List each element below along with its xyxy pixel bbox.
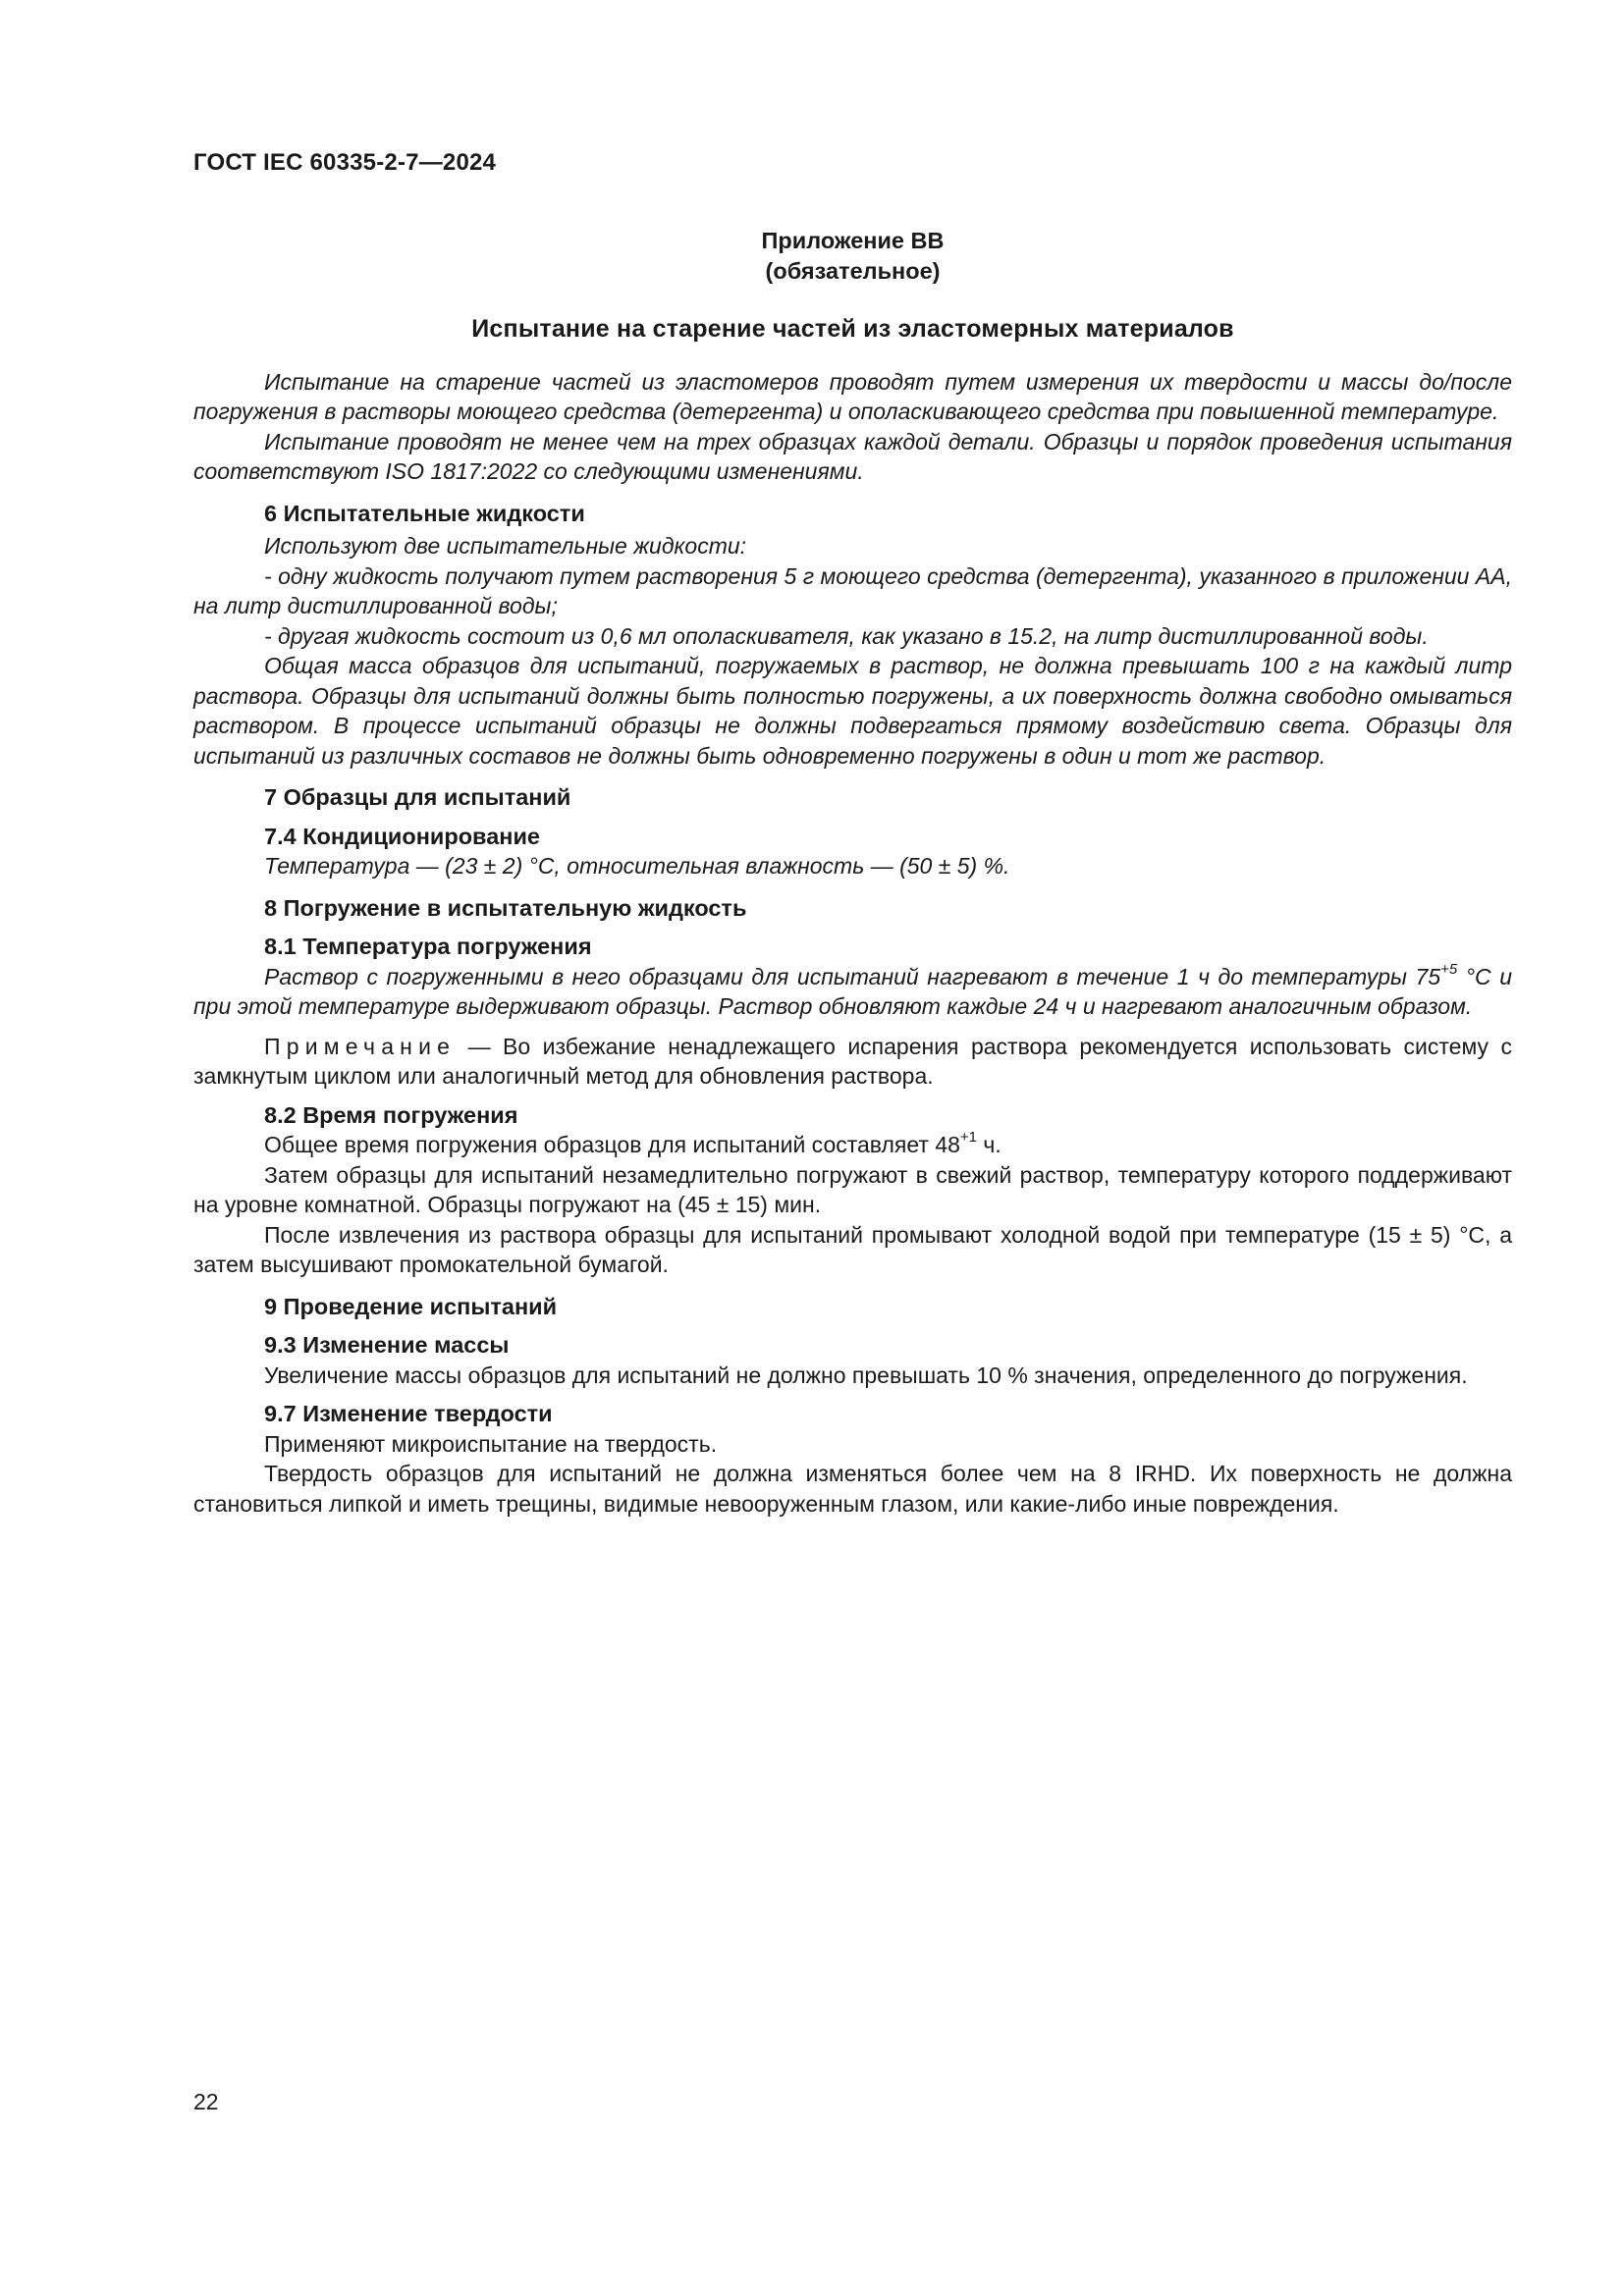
section-8-title: 8 Погружение в испытательную жидкость [264, 894, 747, 921]
subsection-9-7-paragraph-2: Твердость образцов для испытаний не должна изменяться более чем на 8 IRHD. Их поверхность не должна становиться липкой и иметь трещины, видимые невооруженным глазом, или какие-либо иные повреждения. [193, 1461, 1512, 1517]
subsection-9-7-title: 9.7 Изменение твердости [264, 1401, 553, 1426]
document-header: ГОСТ IEC 60335-2-7—2024 [193, 149, 497, 176]
subsection-8-1-text [193, 962, 1512, 1022]
page-content [193, 226, 1512, 1519]
subsection-8-1-title: 8.1 Температура погружения [264, 934, 592, 959]
annex-subtitle: (обязательное) [765, 258, 941, 284]
section-6-paragraph-2: - одну жидкость получают путем растворения 5 г моющего средства (детергента), указанного в приложении АА, на литр дистиллированной воды; [193, 562, 1512, 618]
annex-heading: Испытание на старение частей из эластомерных материалов [471, 315, 1234, 343]
subsection-8-2-paragraph-1 [193, 1130, 1512, 1160]
note-label: Примечание [264, 1033, 457, 1059]
section-6-paragraph-1: Используют две испытательные жидкости: [264, 533, 747, 559]
intro-paragraph-1: Испытание на старение частей из эластомеров проводят путем измерения их твердости и массы до/после погружения в растворы моющего средства (детергента) и ополаскивающего средства при повышенной температуре. [193, 368, 1512, 424]
subsection-7-4-title: 7.4 Кондиционирование [264, 823, 540, 849]
subsection-8-1-text-a: Раствор с погруженными в него образцами для испытаний нагревают в течение 1 ч до температуры 75 [264, 963, 1441, 989]
subsection-8-2-text-b: ч. [977, 1132, 1001, 1157]
subsection-8-2-title: 8.2 Время погружения [264, 1101, 518, 1128]
section-6-paragraph-4: Общая масса образцов для испытаний, погружаемых в раствор, не должна превышать 100 г на каждый литр раствора. Образцы для испытаний должны быть полностью погружены, а их поверхность должна свободно омываться раствором. В процессе испытаний образцы не должны подвергаться прямому воздействию света. Образцы для испытаний из различных составов не должны быть одновременно погружены в один и тот же раствор. [193, 653, 1512, 769]
section-7-title: 7 Образцы для испытаний [264, 784, 571, 810]
note-text: — Во избежание ненадлежащего испарения раствора рекомендуется использовать систему с замкнутым циклом или аналогичный метод для обновления раствора. [193, 1033, 1512, 1089]
subsection-8-2-paragraph-2: Затем образцы для испытаний незамедлительно погружают в свежий раствор, температуру которого поддерживают на уровне комнатной. Образцы погружают на (45 ± 15) мин. [193, 1161, 1512, 1217]
temperature-tolerance: +5 [1440, 960, 1458, 978]
subsection-9-3-text: Увеличение массы образцов для испытаний не должно превышать 10 % значения, определенного до погружения. [264, 1362, 1468, 1388]
page-number: 22 [193, 2089, 219, 2114]
time-tolerance: +1 [959, 1129, 978, 1147]
section-6-title: 6 Испытательные жидкости [264, 500, 585, 526]
subsection-8-2-text-a: Общее время погружения образцов для испытаний составляет 48 [264, 1132, 960, 1157]
subsection-8-1-text-b: °C и при этой температуре выдерживают образцы. Раствор обновляют каждые 24 ч и нагревают аналогичным образом. [193, 963, 1512, 1019]
subsection-7-4-text: Температура — (23 ± 2) °C, относительная влажность — (50 ± 5) %. [264, 853, 1010, 879]
section-9-title: 9 Проведение испытаний [264, 1293, 558, 1319]
subsection-9-3-title: 9.3 Изменение массы [264, 1332, 510, 1358]
section-6-paragraph-3: - другая жидкость состоит из 0,6 мл ополаскивателя, как указано в 15.2, на литр дистиллированной воды. [264, 622, 1429, 649]
subsection-9-7-paragraph-1: Применяют микроиспытание на твердость. [264, 1430, 718, 1457]
note [193, 1032, 1512, 1092]
annex-title: Приложение ВВ [761, 228, 945, 253]
intro-paragraph-2: Испытание проводят не менее чем на трех образцах каждой детали. Образцы и порядок проведения испытания соответствуют ISO 1817:2022 со следующими изменениями. [193, 428, 1512, 484]
subsection-8-2-paragraph-3: После извлечения из раствора образцы для испытаний промывают холодной водой при температуре (15 ± 5) °C, а затем высушивают промокательной бумагой. [193, 1221, 1512, 1277]
